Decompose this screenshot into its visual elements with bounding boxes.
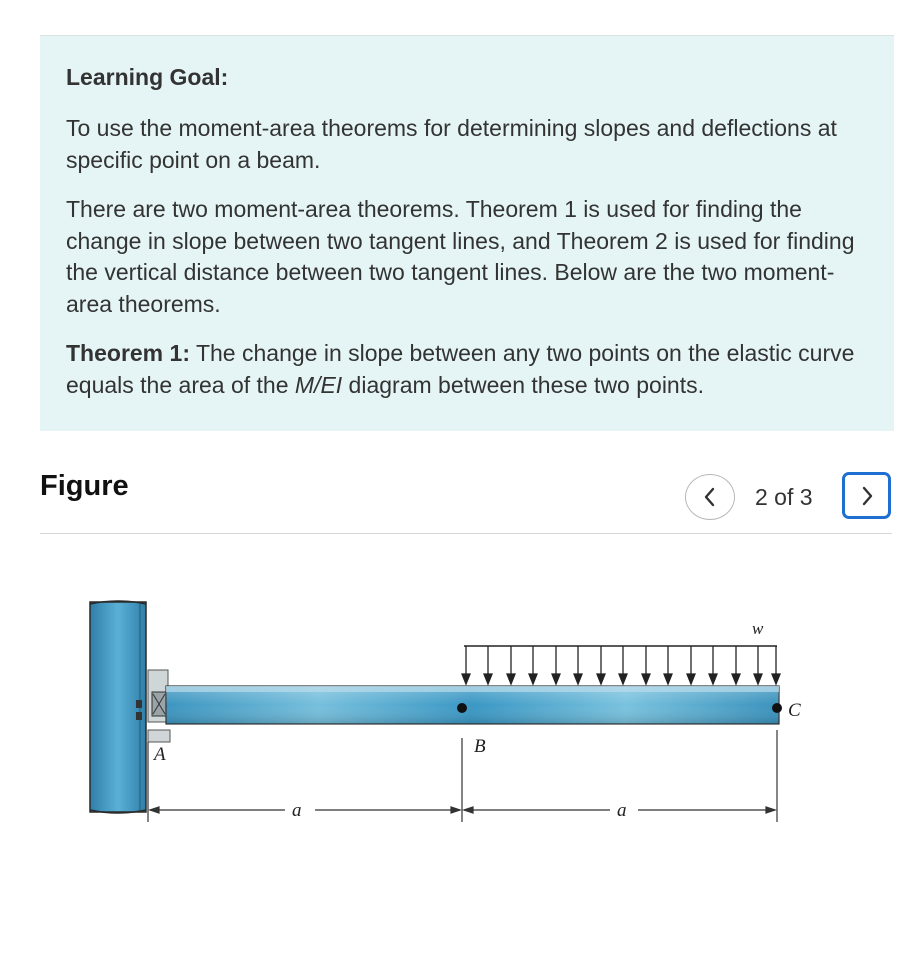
label-point-a: A xyxy=(154,744,166,765)
theorems-intro-text: There are two moment-area theorems. Theorem 1 is used for finding the change in slope between two tangent lines, and Theorem 2 is used for finding the vertical distance between two tangent lines. Below are the two moment-area theorems. xyxy=(66,196,855,317)
chevron-right-icon xyxy=(859,485,875,507)
theorem-1-text-start: The change in slope between any two points on the elastic curve equals the area of the xyxy=(66,340,855,398)
point-c-marker xyxy=(772,703,782,713)
beam xyxy=(166,686,779,724)
cantilever-beam-diagram xyxy=(80,590,820,830)
figure-page-count: 2 of 3 xyxy=(755,484,813,510)
label-point-b: B xyxy=(474,736,486,757)
label-load-w: w xyxy=(752,619,764,638)
theorem-1-text-end: diagram between these two points. xyxy=(342,371,704,398)
previous-figure-button[interactable] xyxy=(685,474,735,520)
distributed-load-arrows xyxy=(462,646,780,684)
theorem-1-text xyxy=(66,338,868,401)
label-span-2: a xyxy=(617,800,627,821)
dimension-lines xyxy=(148,730,777,822)
learning-goal-text: To use the moment-area theorems for determining slopes and deflections at specific point on a beam. xyxy=(66,115,837,173)
learning-goal-title: Learning Goal: xyxy=(66,64,229,90)
point-b-marker xyxy=(457,703,467,713)
next-figure-button[interactable] xyxy=(842,472,891,519)
figure-title: Figure xyxy=(40,470,129,502)
learning-goal-panel xyxy=(40,35,894,431)
theorem-1-label: Theorem 1: xyxy=(66,340,190,366)
label-span-1: a xyxy=(292,800,302,821)
chevron-left-icon xyxy=(702,486,718,508)
label-point-c: C xyxy=(788,700,801,721)
theorem-1-emphasis: M/EI xyxy=(294,371,343,398)
figure-header xyxy=(40,462,892,534)
